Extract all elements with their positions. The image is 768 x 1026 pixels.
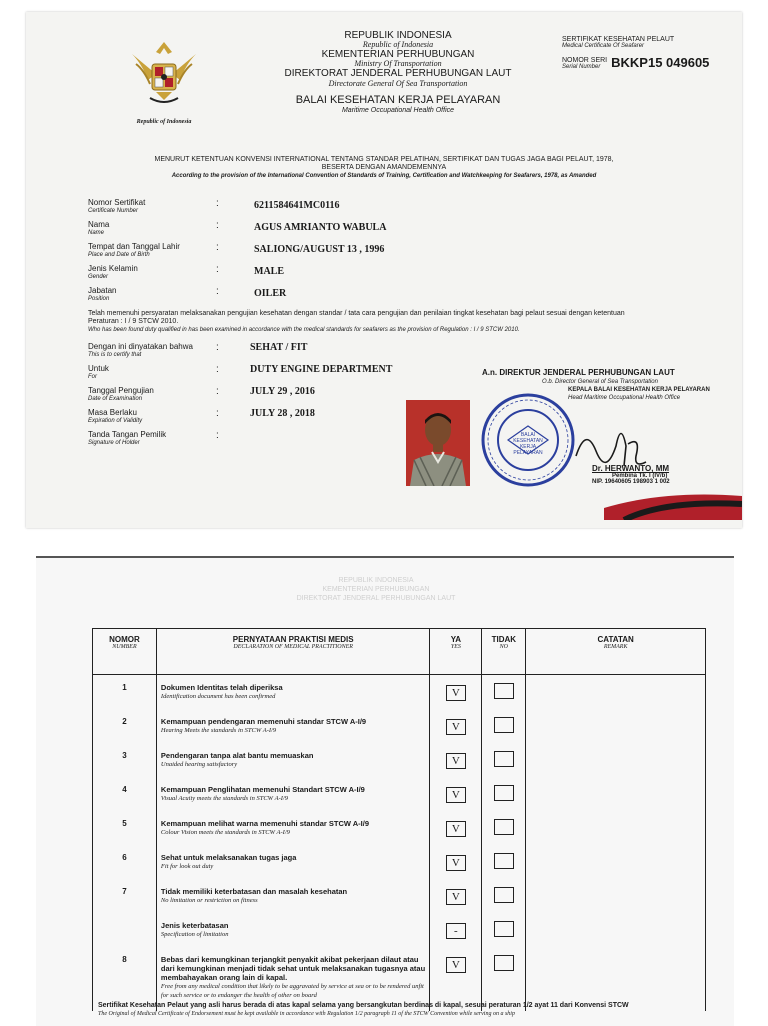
- row-yes-cell: [430, 845, 482, 879]
- preamble-line2: BESERTA DENGAN AMANDEMENNYA: [321, 164, 447, 171]
- row-remark-cell: [526, 879, 706, 913]
- yes-checkbox[interactable]: V: [446, 821, 466, 837]
- row-number: 8: [93, 947, 157, 1011]
- row-number: 4: [93, 777, 157, 811]
- yes-checkbox[interactable]: V: [446, 685, 466, 701]
- field-colon: :: [216, 430, 219, 441]
- row-remark-cell: [526, 777, 706, 811]
- row-text-en: Identification document has been confirmed: [160, 693, 276, 700]
- row-no-cell: [482, 811, 526, 845]
- yes-checkbox[interactable]: -: [446, 923, 466, 939]
- field-colon: :: [216, 198, 219, 209]
- field-label: Jenis Kelamin: [88, 264, 138, 273]
- field-label-en: For: [88, 374, 97, 380]
- row-text-en: Specification of limitation: [160, 930, 229, 938]
- holder-name-value: AGUS AMRIANTO WABULA: [254, 222, 387, 233]
- field-colon: :: [216, 408, 219, 419]
- no-checkbox[interactable]: [494, 853, 514, 869]
- table-row: [93, 845, 706, 879]
- declaration-table: [92, 628, 706, 1011]
- field-colon: :: [216, 386, 219, 397]
- field-label: Tanggal Pengujian: [88, 386, 154, 395]
- row-remark-cell: [526, 743, 706, 777]
- row-yes-cell: [430, 811, 482, 845]
- row-number: 1: [93, 675, 157, 709]
- row-statement: [156, 675, 430, 709]
- row-number: 2: [93, 709, 157, 743]
- col-number-header: [93, 629, 157, 675]
- bleed-through-line: REPUBLIK INDONESIA: [338, 577, 414, 584]
- certificate-number-value: 6211584641MC0116: [254, 200, 340, 211]
- ministry-name-en: Ministry Of Transportation: [354, 59, 442, 68]
- position-value: OILER: [254, 288, 287, 299]
- col-no-label: TIDAK: [491, 635, 517, 644]
- stamp-center-text: BALAI KESEHATAN KERJA PELAYARAN: [513, 432, 543, 456]
- row-text-en: Colour Vision meets the standards in STCW A-I/9: [160, 828, 290, 836]
- table-row: [93, 947, 706, 1011]
- gender-value: MALE: [254, 266, 284, 277]
- statement-line2: Peraturan : I / 9 STCW 2010.: [88, 318, 179, 325]
- row-statement: [156, 845, 430, 879]
- field-label-en: Place and Date of Birth: [88, 252, 150, 258]
- row-statement: [156, 811, 430, 845]
- statement-line-en: Who has been found duty qualified in has been examined in accordance with the medical standards for seafarers as the provision of Regulation : I / 9 STCW 2010.: [88, 327, 520, 333]
- row-yes-cell: [430, 879, 482, 913]
- row-statement: [156, 879, 430, 913]
- field-row: [88, 220, 488, 242]
- field-colon: :: [216, 220, 219, 231]
- row-yes-cell: [430, 709, 482, 743]
- field-label-en: Position: [88, 296, 110, 302]
- footer-line1: Sertifikat Kesehatan Pelaut yang asli harus berada di atas kapal selama yang bersangkutan berdinas di kapal, sesuai peraturan 1/2 ayat 11 dari Konvensi STCW: [98, 1002, 629, 1009]
- examination-date-value: JULY 29 , 2016: [250, 386, 315, 397]
- row-text-en: Visual Acuity meets the standards in STCW A-I/9: [160, 794, 288, 802]
- field-label-en: This is to certify that: [88, 352, 142, 358]
- row-remark-cell: [526, 913, 706, 947]
- row-text: Dokumen Identitas telah diperiksa: [160, 683, 283, 692]
- row-no-cell: [482, 777, 526, 811]
- bleed-through-line: DIREKTORAT JENDERAL PERHUBUNGAN LAUT: [296, 595, 456, 602]
- row-text: Jenis keterbatasan: [160, 920, 229, 930]
- row-text: Kemampuan pendengaran memenuhi standar STCW A-I/9: [160, 716, 367, 726]
- row-statement: [156, 777, 430, 811]
- field-colon: :: [216, 242, 219, 253]
- row-number: [93, 913, 157, 947]
- holder-photo: [406, 400, 470, 486]
- row-yes-cell: [430, 913, 482, 947]
- row-statement: [156, 709, 430, 743]
- directorate-name: DIREKTORAT JENDERAL PERHUBUNGAN LAUT: [284, 68, 512, 79]
- yes-checkbox[interactable]: V: [446, 855, 466, 871]
- row-text-en: Hearing Meets the standards in STCW A-I/9: [160, 726, 277, 734]
- emblem-caption: Republic of Indonesia: [136, 119, 192, 125]
- row-no-cell: [482, 709, 526, 743]
- col-yes-label-en: YES: [450, 644, 461, 650]
- ribbon-seal: [604, 490, 742, 520]
- country-name-en: Republic of Indonesia: [362, 40, 434, 49]
- yes-checkbox[interactable]: V: [446, 889, 466, 905]
- col-number-label-en: NUMBER: [112, 644, 137, 650]
- no-checkbox[interactable]: [494, 785, 514, 801]
- row-yes-cell: [430, 675, 482, 709]
- no-checkbox[interactable]: [494, 751, 514, 767]
- field-label-en: Certificate Number: [88, 208, 139, 214]
- row-text-en: Free from any medical condition that likely to be aggravated by service at sea or to be rendered unfit for such service or to endanger the health of other on board: [160, 982, 424, 999]
- no-checkbox[interactable]: [494, 819, 514, 835]
- garuda-emblem: [122, 34, 206, 118]
- directorate-name-en: Directorate General Of Sea Transportation: [328, 79, 468, 88]
- yes-checkbox[interactable]: V: [446, 753, 466, 769]
- field-row: [88, 364, 488, 386]
- row-text: Kemampuan melihat warna memenuhi standar STCW A-I/9: [160, 818, 370, 828]
- country-name: REPUBLIK INDONESIA: [344, 30, 452, 41]
- col-remark-header: [526, 629, 706, 675]
- declaration-header-row: [93, 629, 706, 675]
- field-label: Untuk: [88, 364, 109, 373]
- row-text: Kemampuan Penglihatan memenuhi Standart STCW A-I/9: [160, 784, 365, 794]
- yes-checkbox[interactable]: V: [446, 787, 466, 803]
- on-behalf-title: A.n. DIREKTUR JENDERAL PERHUBUNGAN LAUT: [482, 368, 675, 377]
- ministry-name: KEMENTERIAN PERHUBUNGAN: [321, 49, 475, 60]
- col-statement-label-en: DECLARATION OF MEDICAL PRACTITIONER: [233, 644, 353, 650]
- head-title-en: Head Maritime Occupational Health Office: [568, 395, 681, 401]
- signatory-identity: [592, 464, 732, 485]
- field-colon: :: [216, 264, 219, 275]
- certificate-back-page: [36, 556, 734, 1026]
- row-remark-cell: [526, 845, 706, 879]
- footer-note: [98, 1002, 732, 1018]
- no-checkbox[interactable]: [494, 887, 514, 903]
- field-colon: :: [216, 342, 219, 353]
- row-statement: [156, 947, 430, 1011]
- field-label: Nama: [88, 220, 110, 229]
- field-label: Dengan ini dinyatakan bahwa: [88, 342, 193, 351]
- field-row: [88, 286, 488, 308]
- preamble: [66, 156, 702, 180]
- signatory-nip: NIP. 19640605 198903 1 002: [592, 479, 670, 485]
- field-label: Jabatan: [88, 286, 117, 295]
- head-title: KEPALA BALAI KESEHATAN KERJA PELAYARAN: [568, 387, 710, 393]
- no-checkbox[interactable]: [494, 683, 514, 699]
- signatory-rank: Pembina Tk. I (IV/b): [612, 473, 668, 479]
- bleed-through-text: [256, 576, 496, 603]
- col-no-label-en: NO: [499, 644, 508, 650]
- row-no-cell: [482, 947, 526, 1011]
- row-number: 7: [93, 879, 157, 913]
- office-name-en: Maritime Occupational Health Office: [341, 107, 455, 114]
- row-text: Bebas dari kemungkinan terjangkit penyakit akibat pekerjaan dilaut atau dari kemungkinan menjadi tidak sehat untuk melaksanakan tugasnya atau membahayakan orang lain di kapal.: [160, 954, 426, 982]
- row-text-en: Unaided hearing satisfactory: [160, 760, 238, 768]
- field-colon: :: [216, 286, 219, 297]
- row-yes-cell: [430, 743, 482, 777]
- no-checkbox[interactable]: [494, 717, 514, 733]
- row-text: Sehat untuk melaksanakan tugas jaga: [160, 852, 297, 862]
- col-number-label: NOMOR: [109, 635, 140, 644]
- certificate-title-block: [562, 36, 740, 70]
- table-row: [93, 879, 706, 913]
- row-no-cell: [482, 879, 526, 913]
- row-statement: [156, 743, 430, 777]
- table-row: [93, 811, 706, 845]
- certificate-front-page: [26, 12, 742, 528]
- row-number: 3: [93, 743, 157, 777]
- field-label: Masa Berlaku: [88, 408, 137, 417]
- certificate-title-en: Medical Certificate Of Seafarer: [562, 43, 645, 49]
- yes-checkbox[interactable]: V: [446, 957, 466, 973]
- row-number: 6: [93, 845, 157, 879]
- preamble-line1: MENURUT KETENTUAN KONVENSI INTERNATIONAL TENTANG STANDAR PELATIHAN, SERTIFIKAT DAN TUGAS JAGA BAGI PELAUT, 1978,: [154, 156, 614, 163]
- col-statement-label: PERNYATAAN PRAKTISI MEDIS: [232, 635, 354, 644]
- no-checkbox[interactable]: [494, 955, 514, 971]
- duty-value: DUTY ENGINE DEPARTMENT: [250, 364, 393, 375]
- field-row: [88, 342, 488, 364]
- on-behalf-title-en: O.b. Director General of Sea Transportation: [542, 379, 658, 385]
- table-row: [93, 709, 706, 743]
- row-text-en: Fit for look out duty: [160, 862, 214, 870]
- row-remark-cell: [526, 947, 706, 1011]
- signatory-name: Dr. HERWANTO, MM: [592, 464, 670, 473]
- field-label: Nomor Sertifikat: [88, 198, 146, 207]
- row-yes-cell: [430, 777, 482, 811]
- holder-details: [88, 198, 488, 308]
- row-statement: [156, 913, 430, 947]
- row-text: Tidak memiliki keterbatasan dan masalah kesehatan: [160, 886, 348, 896]
- row-no-cell: [482, 913, 526, 947]
- no-checkbox[interactable]: [494, 921, 514, 937]
- col-remark-label: CATATAN: [597, 635, 634, 644]
- col-yes-header: [430, 629, 482, 675]
- col-yes-label: YA: [450, 635, 462, 644]
- serial-number-value: BKKP15 049605: [611, 55, 710, 70]
- table-row: [93, 675, 706, 709]
- serial-label: NOMOR SERI: [562, 57, 608, 64]
- field-label: Tempat dan Tanggal Lahir: [88, 242, 180, 251]
- birth-place-date-value: SALIONG/AUGUST 13 , 1996: [254, 244, 385, 255]
- table-row: [93, 777, 706, 811]
- col-remark-label-en: REMARK: [603, 644, 628, 650]
- row-yes-cell: [430, 947, 482, 1011]
- fitness-value: SEHAT / FIT: [250, 342, 308, 353]
- col-statement-header: [156, 629, 430, 675]
- field-label-en: Expiration of Validity: [88, 418, 143, 424]
- field-row: [88, 264, 488, 286]
- field-colon: :: [216, 364, 219, 375]
- table-row: [93, 743, 706, 777]
- footer-line-en: The Original of Medical Certificate of Endorsement must be kept available in accordance with Regulation 1/2 paragraph 11 of the STCW Convention while serving on a ship: [98, 1011, 515, 1017]
- row-no-cell: [482, 845, 526, 879]
- issuer-header: [238, 30, 558, 114]
- expiration-date-value: JULY 28 , 2018: [250, 408, 315, 419]
- row-text-en: No limitation or restriction on fitness: [160, 896, 258, 904]
- serial-label-en: Serial Number: [562, 64, 601, 70]
- row-no-cell: [482, 675, 526, 709]
- qualification-statement: [88, 310, 728, 334]
- row-remark-cell: [526, 709, 706, 743]
- bleed-through-line: KEMENTERIAN PERHUBUNGAN: [322, 586, 430, 593]
- field-label-en: Signature of Holder: [88, 440, 140, 446]
- field-row: [88, 198, 488, 220]
- yes-checkbox[interactable]: V: [446, 719, 466, 735]
- row-text: Pendengaran tanpa alat bantu memuaskan: [160, 750, 314, 760]
- field-label: Tanda Tangan Pemilik: [88, 430, 167, 439]
- field-label-en: Gender: [88, 274, 109, 280]
- serial-number-row: [562, 55, 740, 70]
- certificate-title: SERTIFIKAT KESEHATAN PELAUT: [562, 36, 675, 43]
- table-row: [93, 913, 706, 947]
- row-remark-cell: [526, 811, 706, 845]
- row-no-cell: [482, 743, 526, 777]
- office-name: BALAI KESEHATAN KERJA PELAYARAN: [295, 94, 501, 106]
- official-stamp: [478, 390, 578, 490]
- field-label-en: Name: [88, 230, 105, 236]
- field-row: [88, 242, 488, 264]
- statement-line1: Telah memenuhi persyaratan melaksanakan pengujian kesehatan dengan standar / tata cara pengujian dan penilaian tingkat kesehatan bagi pelaut sesuai dengan ketentuan: [88, 310, 625, 317]
- preamble-line-en: According to the provision of the International Convention of Standards of Training, Certification and Watchkeeping for Seafarers, 1978, as Amanded: [171, 173, 597, 179]
- col-no-header: [482, 629, 526, 675]
- field-label-en: Date of Examination: [88, 396, 143, 402]
- row-number: 5: [93, 811, 157, 845]
- row-remark-cell: [526, 675, 706, 709]
